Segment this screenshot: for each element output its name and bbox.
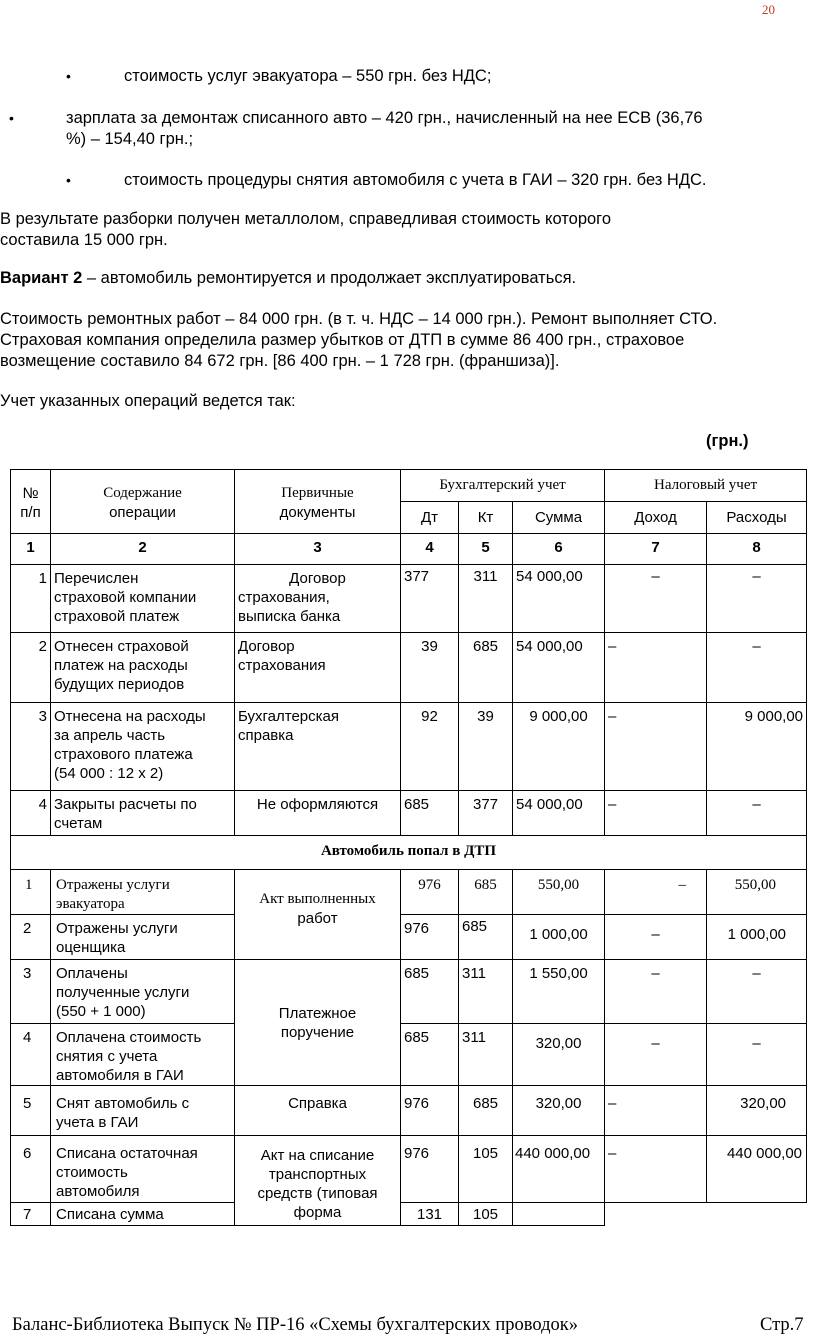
row-debit: 685 bbox=[401, 1023, 459, 1085]
row-content: Перечислен страховой компании страховой платеж bbox=[51, 564, 235, 632]
row-credit: 39 bbox=[459, 703, 513, 791]
table-row bbox=[11, 703, 807, 791]
row-document: Акт на списание транспортных средств (типовая форма bbox=[235, 1136, 401, 1226]
paragraph-line: Стоимость ремонтных работ – 84 000 грн. (в т. ч. НДС – 14 000 грн.). Ремонт выполняет СТО. bbox=[0, 310, 718, 328]
header-dt: Дт bbox=[401, 502, 459, 534]
row-debit: 685 bbox=[401, 960, 459, 1023]
row-expense: – bbox=[707, 1023, 807, 1085]
column-number: 3 bbox=[235, 534, 401, 564]
row-income: – bbox=[605, 633, 707, 703]
row-sum: 54 000,00 bbox=[513, 564, 605, 632]
row-document: Не оформляются bbox=[235, 791, 401, 836]
row-sum: 54 000,00 bbox=[513, 791, 605, 836]
row-expense: – bbox=[707, 633, 807, 703]
variant-line bbox=[0, 268, 576, 289]
table-row bbox=[11, 1085, 807, 1135]
row-content: Оплачены полученные услуги (550 + 1 000) bbox=[51, 960, 235, 1023]
row-number: 2 bbox=[11, 914, 51, 959]
column-number: 4 bbox=[401, 534, 459, 564]
row-content: Отнесена на расходы за апрель часть страхового платежа (54 000 : 12 х 2) bbox=[51, 703, 235, 791]
row-sum: 1 000,00 bbox=[513, 914, 605, 959]
row-expense: – bbox=[707, 791, 807, 836]
bullet-marker: • bbox=[66, 68, 71, 84]
row-credit: 311 bbox=[459, 1023, 513, 1085]
column-number: 1 bbox=[11, 534, 51, 564]
row-credit: 105 bbox=[459, 1136, 513, 1202]
column-number: 6 bbox=[513, 534, 605, 564]
header-kt: Кт bbox=[459, 502, 513, 534]
bullet-text: зарплата за демонтаж списанного авто – 420 грн., начисленный на нее ЕСВ (36,76 bbox=[66, 109, 703, 127]
row-credit: 685 bbox=[459, 633, 513, 703]
row-sum: 1 550,00 bbox=[513, 960, 605, 1023]
row-number: 4 bbox=[11, 791, 51, 836]
row-income: – bbox=[605, 1023, 707, 1085]
row-number: 2 bbox=[11, 633, 51, 703]
row-debit: 976 bbox=[401, 869, 459, 914]
row-debit: 976 bbox=[401, 1085, 459, 1135]
row-document: Договор страхования, выписка банка bbox=[235, 564, 401, 632]
row-income: – bbox=[605, 791, 707, 836]
variant-text: – автомобиль ремонтируется и продолжает эксплуатироваться. bbox=[82, 269, 577, 287]
row-debit: 39 bbox=[401, 633, 459, 703]
row-expense: – bbox=[707, 564, 807, 632]
row-sum: 440 000,00 bbox=[513, 1136, 605, 1202]
section-row bbox=[11, 836, 807, 869]
row-number: 3 bbox=[11, 703, 51, 791]
row-expense: 9 000,00 bbox=[707, 703, 807, 791]
row-expense: 320,00 bbox=[707, 1085, 807, 1135]
row-content: Отнесен страховой платеж на расходы будущих периодов bbox=[51, 633, 235, 703]
unit-label: (грн.) bbox=[706, 432, 749, 450]
row-debit: 976 bbox=[401, 914, 459, 959]
row-document: Бухгалтерская справка bbox=[235, 703, 401, 791]
row-content: Списана остаточная стоимость автомобиля bbox=[51, 1136, 235, 1202]
column-number: 5 bbox=[459, 534, 513, 564]
row-income bbox=[605, 1202, 707, 1225]
row-number: 5 bbox=[11, 1085, 51, 1135]
table-header-row bbox=[11, 470, 807, 502]
row-expense: 1 000,00 bbox=[707, 914, 807, 959]
row-income: – bbox=[605, 960, 707, 1023]
row-document: Договор страхования bbox=[235, 633, 401, 703]
header-expense: Расходы bbox=[707, 502, 807, 534]
column-number: 8 bbox=[707, 534, 807, 564]
paragraph-line: В результате разборки получен металлолом, справедливая стоимость которого bbox=[0, 210, 611, 228]
row-income: – bbox=[605, 1136, 707, 1202]
row-sum: 550,00 bbox=[513, 869, 605, 914]
row-credit: 105 bbox=[459, 1202, 513, 1225]
row-content: Снят автомобиль с учета в ГАИ bbox=[51, 1085, 235, 1135]
row-content: Отражены услуги оценщика bbox=[51, 914, 235, 959]
row-income: – bbox=[605, 703, 707, 791]
row-income: – bbox=[605, 564, 707, 632]
row-debit: 131 bbox=[401, 1202, 459, 1225]
header-number: № п/п bbox=[11, 470, 51, 534]
header-sum: Сумма bbox=[513, 502, 605, 534]
row-number: 7 bbox=[11, 1202, 51, 1225]
row-sum bbox=[513, 1202, 605, 1225]
row-content: Списана сумма bbox=[51, 1202, 235, 1225]
table-row bbox=[11, 1023, 807, 1085]
paragraph-line: составила 15 000 грн. bbox=[0, 231, 168, 249]
table-row bbox=[11, 914, 807, 959]
paragraph-line: Страховая компания определила размер убытков от ДТП в сумме 86 400 грн., страховое bbox=[0, 331, 685, 349]
row-income: – bbox=[605, 914, 707, 959]
column-number-row bbox=[11, 534, 807, 564]
page-number: 20 bbox=[762, 2, 775, 17]
header-content: Содержание операции bbox=[51, 470, 235, 534]
variant-label: Вариант 2 bbox=[0, 269, 83, 287]
header-accounting: Бухгалтерский учет bbox=[401, 470, 605, 502]
row-credit: 685 bbox=[459, 914, 513, 959]
row-expense: – bbox=[707, 960, 807, 1023]
header-tax: Налоговый учет bbox=[605, 470, 807, 502]
bullet-text: %) – 154,40 грн.; bbox=[66, 130, 194, 148]
table-row bbox=[11, 1202, 807, 1225]
row-content: Закрыты расчеты по счетам bbox=[51, 791, 235, 836]
row-credit: 685 bbox=[459, 869, 513, 914]
row-credit: 311 bbox=[459, 960, 513, 1023]
row-sum: 320,00 bbox=[513, 1023, 605, 1085]
table-row bbox=[11, 791, 807, 836]
row-document: Справка bbox=[235, 1085, 401, 1135]
table-row bbox=[11, 869, 807, 914]
row-income: – bbox=[605, 869, 707, 914]
row-debit: 976 bbox=[401, 1136, 459, 1202]
table-row bbox=[11, 1136, 807, 1202]
footer-page: Стр.7 bbox=[760, 1315, 804, 1335]
row-credit: 311 bbox=[459, 564, 513, 632]
row-expense: 550,00 bbox=[707, 869, 807, 914]
row-expense: 440 000,00 bbox=[707, 1136, 807, 1202]
paragraph-line: возмещение составило 84 672 грн. [86 400 грн. – 1 728 грн. (франшиза)]. bbox=[0, 352, 560, 370]
row-number: 3 bbox=[11, 960, 51, 1023]
row-debit: 92 bbox=[401, 703, 459, 791]
row-income: – bbox=[605, 1085, 707, 1135]
table-row bbox=[11, 960, 807, 1023]
postings-table bbox=[10, 469, 807, 1226]
header-income: Доход bbox=[605, 502, 707, 534]
row-content: Отражены услуги эвакуатора bbox=[51, 869, 235, 914]
row-document: Платежное поручение bbox=[235, 960, 401, 1086]
column-number: 7 bbox=[605, 534, 707, 564]
paragraph-line: Учет указанных операций ведется так: bbox=[0, 392, 296, 410]
row-number: 6 bbox=[11, 1136, 51, 1202]
column-number: 2 bbox=[51, 534, 235, 564]
table-row bbox=[11, 633, 807, 703]
header-documents: Первичные документы bbox=[235, 470, 401, 534]
bullet-marker: • bbox=[66, 172, 71, 188]
row-debit: 685 bbox=[401, 791, 459, 836]
bullet-text: стоимость услуг эвакуатора – 550 грн. без НДС; bbox=[124, 67, 492, 85]
row-content: Оплачена стоимость снятия с учета автомобиля в ГАИ bbox=[51, 1023, 235, 1085]
bullet-text: стоимость процедуры снятия автомобиля с учета в ГАИ – 320 грн. без НДС. bbox=[124, 171, 707, 189]
table-row bbox=[11, 564, 807, 632]
row-debit: 377 bbox=[401, 564, 459, 632]
row-number: 1 bbox=[11, 564, 51, 632]
row-credit: 685 bbox=[459, 1085, 513, 1135]
bullet-marker: • bbox=[9, 110, 14, 126]
row-number: 4 bbox=[11, 1023, 51, 1085]
row-expense bbox=[707, 1202, 807, 1225]
row-sum: 9 000,00 bbox=[513, 703, 605, 791]
row-document: Акт выполненных работ bbox=[235, 869, 401, 960]
section-title: Автомобиль попал в ДТП bbox=[11, 836, 807, 869]
row-sum: 54 000,00 bbox=[513, 633, 605, 703]
row-credit: 377 bbox=[459, 791, 513, 836]
row-number: 1 bbox=[11, 869, 51, 914]
row-sum: 320,00 bbox=[513, 1085, 605, 1135]
footer-publication: Баланс-Библиотека Выпуск № ПР-16 «Схемы бухгалтерских проводок» bbox=[12, 1315, 579, 1335]
